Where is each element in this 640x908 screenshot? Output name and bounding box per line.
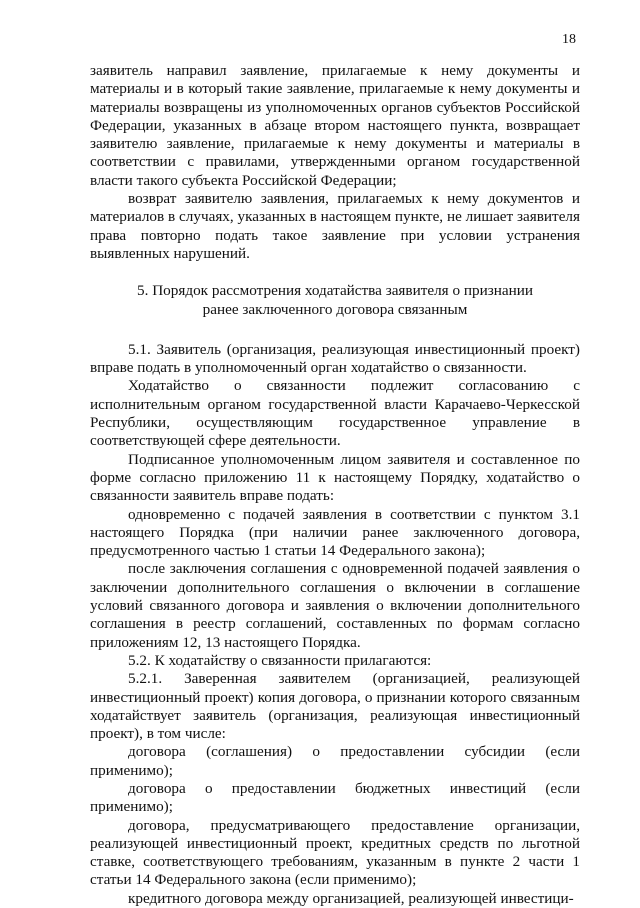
paragraph: возврат заявителю заявления, прилагаемых к нему документов и материалов в случаях, указанных в настоящем пункте, не лишает заявителя права повторно подать такое заявление при условии устранения выявленных нарушений. — [90, 190, 580, 262]
paragraph: 5.2.1. Заверенная заявителем (организацией, реализующей инвестиционный проект) копия договора, о признании которого связанным ходатайствует заявитель (организация, реализующая инвестиционный проект), в том числе: — [90, 670, 580, 743]
paragraph: договора (соглашения) о предоставлении субсидии (если применимо); — [90, 743, 580, 779]
section-heading — [90, 282, 580, 319]
section-heading-line-2: ранее заключенного договора связанным — [202, 300, 468, 318]
paragraph: после заключения соглашения с одновременной подачей заявления о заключении дополнительного соглашения о включении в соглашение условий связанного договора и заявления о включении дополнительного соглашения в реестр соглашений, составленных по формам согласно приложениям 12, 13 настоящего Порядка. — [90, 560, 580, 651]
paragraph: кредитного договора между организацией, реализующей инвестици- — [128, 889, 574, 907]
paragraph: Ходатайство о связанности подлежит согласованию с исполнительным органом государственной власти Карачаево-Черкесской Республики, осуществляющим государственное управление в соответствующей сфере деятельности. — [90, 377, 580, 450]
paragraph: Подписанное уполномоченным лицом заявителя и составленное по форме согласно приложению 11 к настоящему Порядку, ходатайство о связанности заявитель вправе подать: — [90, 450, 580, 505]
document-body — [90, 62, 580, 908]
paragraph: 5.1. Заявитель (организация, реализующая инвестиционный проект) вправе подать в уполномоченный орган ходатайство о связанности. — [90, 340, 580, 377]
paragraph-continued: заявитель направил заявление, прилагаемые к нему документы и материалы и в который такие заявление, прилагаемые к нему документы и материалы возвращены из уполномоченных органов субъектов Российской Федерации, указанных в абзаце втором настоящего пункта, возвращает заявителю заявление, прилагаемые к нему документы и материалы в соответствии с правилами, утвержденными органом государственной власти такого субъекта Российской Федерации; — [90, 62, 580, 189]
paragraph: договора, предусматривающего предоставление организации, реализующей инвестиционный проект, кредитных средств по льготной ставке, соответствующего требованиям, указанным в пункте 2 части 1 статьи 14 Федерального закона (если применимо); — [90, 816, 580, 889]
paragraph: 5.2. К ходатайству о связанности прилагаются: — [128, 651, 432, 669]
section-heading-line-1: 5. Порядок рассмотрения ходатайства заявителя о признании — [137, 282, 533, 300]
page-number: 18 — [562, 32, 576, 47]
paragraph: одновременно с подачей заявления в соответствии с пунктом 3.1 настоящего Порядка (при наличии ранее заключенного договора, предусмотренного частью 1 статьи 14 Федерального закона); — [90, 505, 580, 560]
paragraph: договора о предоставлении бюджетных инвестиций (если применимо); — [90, 779, 580, 816]
